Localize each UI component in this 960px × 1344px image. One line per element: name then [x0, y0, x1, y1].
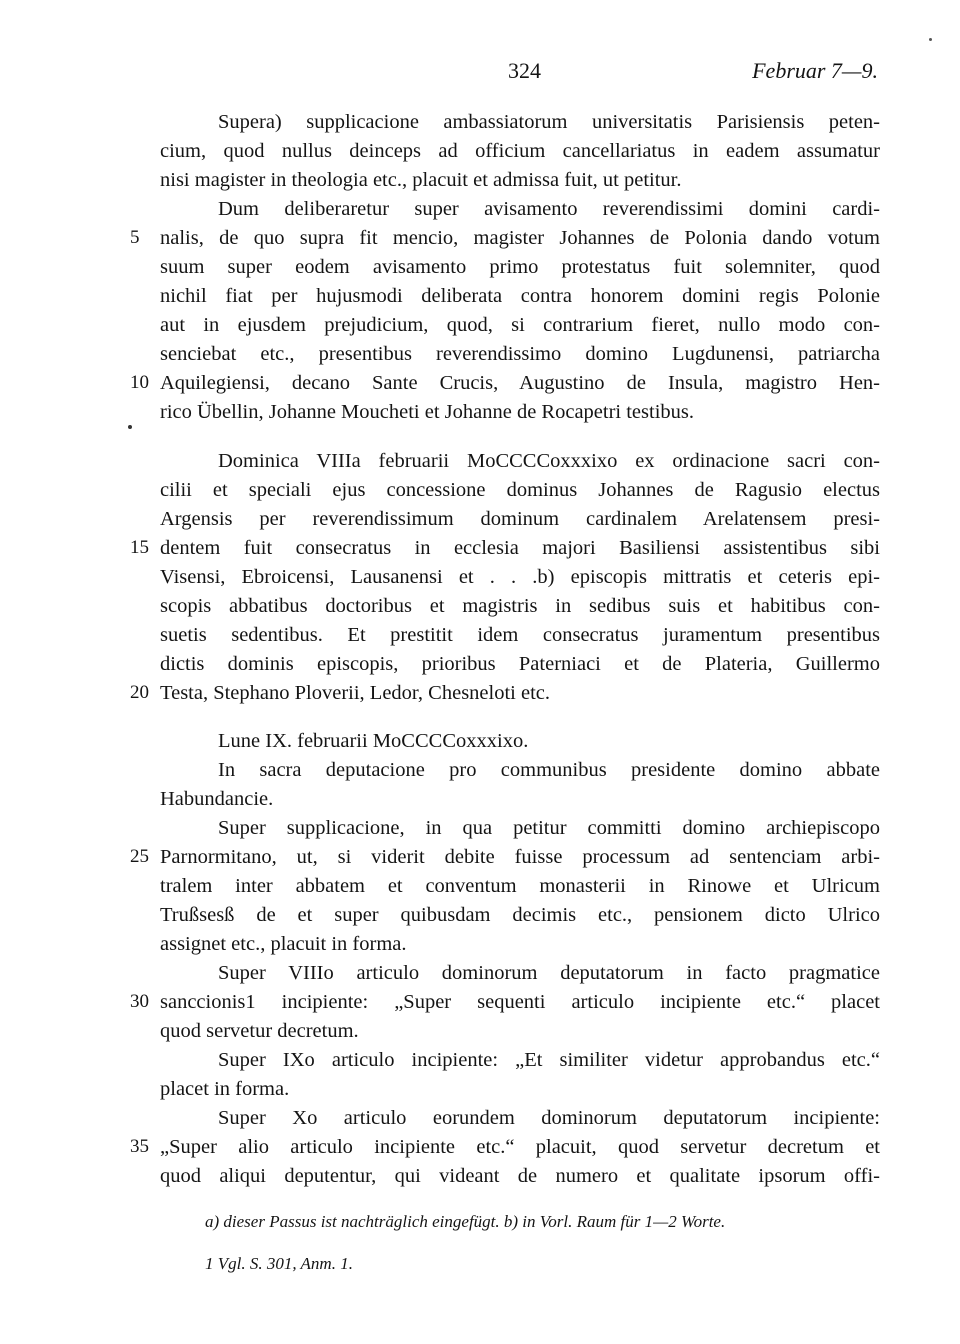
- text-line: Supera) supplicacione ambassiatorum universitatis Parisiensis peten-: [218, 111, 880, 133]
- text-line: Aquilegiensi, decano Sante Crucis, Augustino de Insula, magistro Hen-: [160, 372, 880, 394]
- text-line: Parnormitano, ut, si viderit debite fuisse processum ad sentenciam arbi-: [160, 846, 880, 868]
- text-line: sanccionis1 incipiente: „Super sequenti articulo incipiente etc.“ placet: [160, 991, 880, 1013]
- text-line: Habundancie.: [160, 788, 274, 810]
- line-number: 30: [130, 991, 149, 1012]
- footnote-1: 1 Vgl. S. 301, Anm. 1.: [205, 1254, 353, 1273]
- margin-dot: [128, 425, 132, 429]
- text-line: cilii et speciali ejus concessione dominus Johannes de Ragusio electus: [160, 479, 880, 501]
- text-line: nalis, de quo supra fit mencio, magister Johannes de Polonia dando votum: [160, 227, 880, 249]
- text-line: suetis sedentibus. Et prestitit idem consecratus juramentum presentibus: [160, 624, 880, 646]
- text-line: scopis abbatibus doctoribus et magistris in sedibus suis et habitibus con-: [160, 595, 880, 617]
- print-speck: [929, 38, 932, 41]
- text-line: assignet etc., placuit in forma.: [160, 933, 407, 955]
- footnote-a-b: a) dieser Passus ist nachträglich eingefügt. b) in Vorl. Raum für 1—2 Worte.: [205, 1212, 726, 1231]
- text-line: Argensis per reverendissimum dominum cardinalem Arelatensem presi-: [160, 508, 880, 530]
- text-line: aut in ejusdem prejudicium, quod, si contrarium fieret, nullo modo con-: [160, 314, 880, 336]
- text-line: dentem fuit consecratus in ecclesia majori Basiliensi assistentibus sibi: [160, 537, 880, 559]
- line-number: 5: [130, 227, 140, 248]
- page-number: 324: [508, 58, 541, 83]
- text-line: Dum deliberaretur super avisamento reverendissimi domini cardi-: [218, 198, 880, 220]
- line-number: 35: [130, 1136, 149, 1157]
- text-line: dictis dominis episcopis, prioribus Paterniaci et de Plateria, Guillermo: [160, 653, 880, 675]
- text-line: placet in forma.: [160, 1078, 290, 1100]
- text-line: In sacra deputacione pro communibus presidente domino abbate: [218, 759, 880, 781]
- page-header: [160, 58, 880, 92]
- line-number: 15: [130, 537, 149, 558]
- running-head: Februar 7—9.: [752, 58, 878, 83]
- text-line: nichil fiat per hujusmodi deliberata contra honorem domini regis Polonie: [160, 285, 880, 307]
- text-line: quod servetur decretum.: [160, 1020, 359, 1042]
- text-line: Trußsesß de et super quibusdam decimis etc., pensionem dicto Ulrico: [160, 904, 880, 926]
- text-line: Super IXo articulo incipiente: „Et similiter videtur approbandus etc.“: [218, 1049, 880, 1071]
- text-line: cium, quod nullus deinceps ad officium cancellariatus in eadem assumatur: [160, 140, 880, 162]
- text-line: Super supplicacione, in qua petitur committi domino archiepiscopo: [218, 817, 880, 839]
- text-line: quod aliqui deputentur, qui videant de numero et qualitate ipsorum offi-: [160, 1165, 880, 1187]
- text-line: Super Xo articulo eorundem dominorum deputatorum incipiente:: [218, 1107, 880, 1129]
- text-line: Super VIIIo articulo dominorum deputatorum in facto pragmatice: [218, 962, 880, 984]
- text-line: rico Übellin, Johanne Moucheti et Johanne de Rocapetri testibus.: [160, 401, 695, 423]
- text-line: Testa, Stephano Ploverii, Ledor, Chesneloti etc.: [160, 682, 551, 704]
- text-line: nisi magister in theologia etc., placuit et admissa fuit, ut petitur.: [160, 169, 682, 191]
- line-number: 25: [130, 846, 149, 867]
- line-number: 10: [130, 372, 149, 393]
- text-line: suum super eodem avisamento primo protestatus fuit solemniter, quod: [160, 256, 880, 278]
- line-number: 20: [130, 682, 149, 703]
- text-line: Visensi, Ebroicensi, Lausanensi et . . .b) episcopis mittratis et ceteris epi-: [160, 566, 880, 588]
- text-line: „Super alio articulo incipiente etc.“ placuit, quod servetur decretum et: [160, 1136, 880, 1158]
- text-line: Lune IX. februarii MoCCCCoxxxixo.: [218, 730, 529, 752]
- text-line: tralem inter abbatem et conventum monasterii in Rinowe et Ulricum: [160, 875, 880, 897]
- text-line: Dominica VIIIa februarii MoCCCCoxxxixo ex ordinacione sacri con-: [218, 450, 880, 472]
- text-line: senciebat etc., presentibus reverendissimo domino Lugdunensi, patriarcha: [160, 343, 880, 365]
